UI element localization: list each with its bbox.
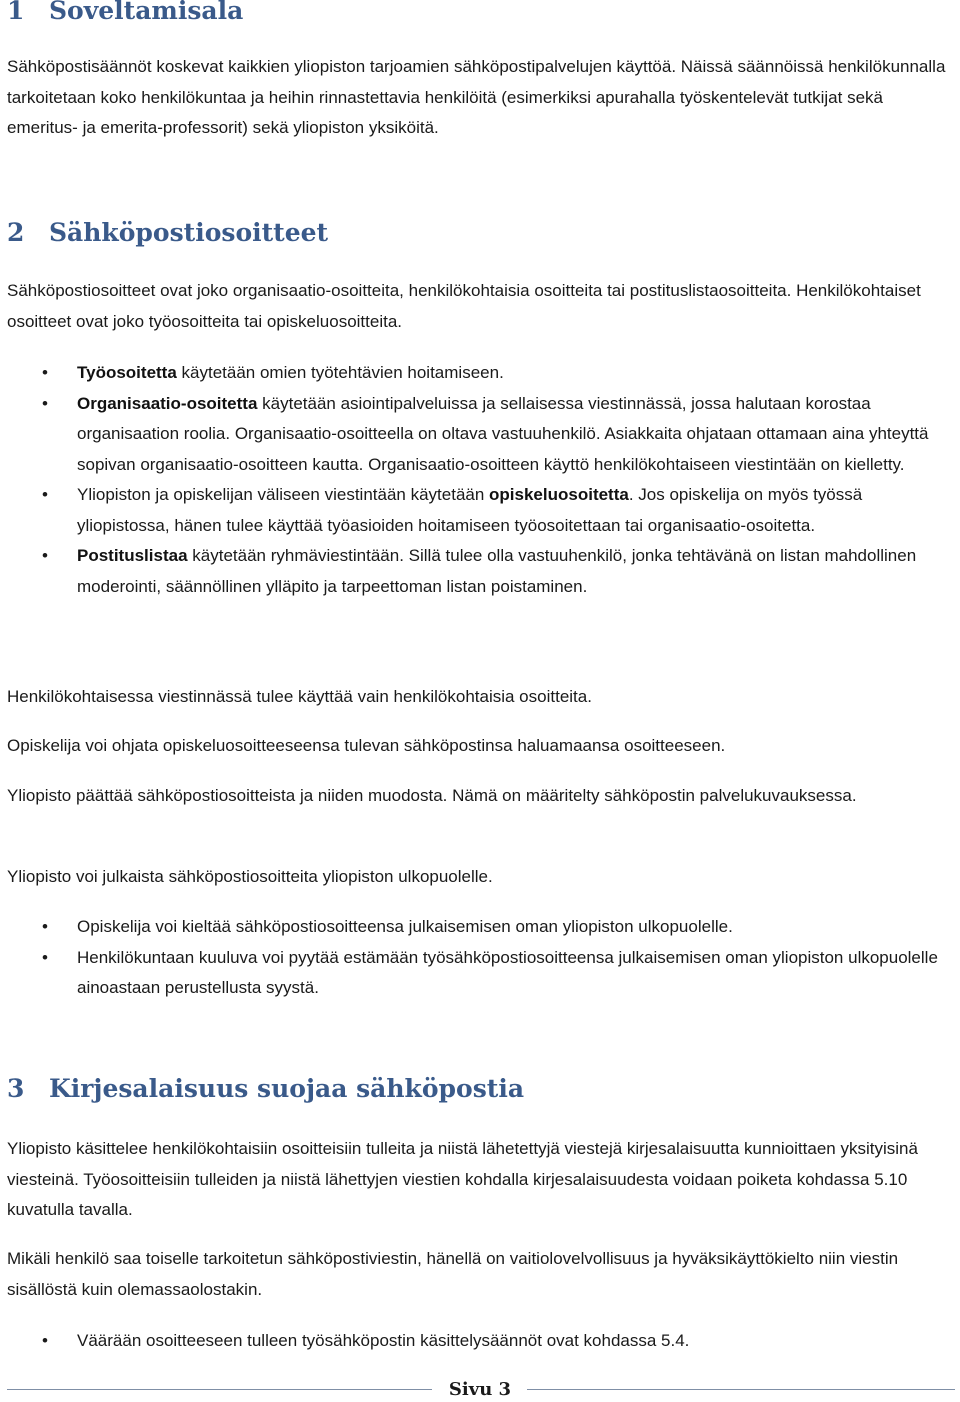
section-2-paragraph-intro: Sähköpostiosoitteet ovat joko organisaatio-osoitteita, henkilökohtaisia osoitteita tai postituslistaosoitteita. Henkilökohtaiset osoitteet ovat joko työosoitteita tai opiskeluosoitteita.	[7, 281, 921, 331]
section-3-list	[7, 1326, 955, 1357]
list-item-text: . Jos opiskelija on myös työssä yliopistossa, hänen tulee käyttää työasioiden hoitamiseen työosoitettaan tai organisaatio-osoitetta.	[77, 485, 863, 535]
footer-divider-left	[7, 1389, 432, 1390]
section-1-title: Soveltamisala	[49, 0, 244, 25]
bullet-icon: •	[42, 363, 48, 382]
list-item-text: käytetään asiointipalveluissa ja sellaisessa viestinnässä, jossa halutaan korostaa organisaation roolia. Organisaatio-osoitteella on oltava vastuuhenkilö. Asiakkaita ohjataan ottamaan aina yhteyttä sopivan organisaatio-osoitteen kautta. Organisaatio-osoitteen käyttö henkilökohtaiseen viestintään on kielletty.	[77, 393, 929, 474]
publication-list	[7, 912, 955, 1004]
section-2-paragraph-2: Henkilökohtaisessa viestinnässä tulee käyttää vain henkilökohtaisia osoitteita.	[7, 687, 592, 706]
page-number: Sivu 3	[448, 1379, 512, 1400]
term-postituslista: Postituslistaa	[77, 546, 188, 565]
section-2-title: Sähköpostiosoitteet	[49, 218, 329, 247]
section-2-paragraph-5: Yliopisto voi julkaista sähköpostiosoitteita yliopiston ulkopuolelle.	[7, 867, 493, 886]
bullet-icon: •	[42, 393, 48, 413]
list-item	[7, 389, 955, 481]
section-1-paragraph: Sähköpostisäännöt koskevat kaikkien yliopiston tarjoamien sähköpostipalvelujen käyttöä. Näissä säännöissä henkilökunnalla tarkoitetaan koko henkilökuntaa ja heihin rinnastettavia henkilöitä (esimerkiksi apurahalla työskentelevät tutkijat sekä emeritus- ja emerita-professorit) sekä yliopiston yksiköitä.	[7, 57, 946, 137]
list-item-text: Väärään osoitteeseen tulleen työsähköpostin käsittelysäännöt ovat kohdassa 5.4.	[77, 1331, 690, 1350]
list-item	[7, 541, 955, 602]
list-item-text: Yliopiston ja opiskelijan väliseen viestintään käytetään	[77, 485, 490, 504]
bullet-icon: •	[42, 1331, 48, 1350]
section-3-paragraph-1: Yliopisto käsittelee henkilökohtaisiin osoitteisiin tulleita ja niistä lähetettyjä viestejä kirjesalaisuutta kunnioittaen yksityisinä viesteinä. Työosoitteisiin tulleiden ja niistä lähettyjen viestien kohdalla kirjesalaisuudesta voidaan poiketa kohdassa 5.10 kuvatulla tavalla.	[7, 1139, 918, 1219]
bullet-icon: •	[42, 917, 48, 936]
section-3-number: 3	[7, 1074, 25, 1103]
list-item-text: käytetään ryhmäviestintään. Sillä tulee olla vastuuhenkilö, jonka tehtävänä on listan mahdollinen moderointi, säännöllinen ylläpito ja tarpeettoman listan poistaminen.	[77, 546, 917, 596]
list-item	[7, 943, 955, 1004]
section-3-heading	[7, 1074, 524, 1103]
term-tyoosoite: Työosoitetta	[77, 363, 177, 382]
bullet-icon: •	[42, 546, 48, 565]
section-3-paragraph-2: Mikäli henkilö saa toiselle tarkoitetun sähköpostiviestin, hänellä on vaitiolovelvollisuus ja hyväksikäyttökielto niin viestin sisällöstä kuin olemassaolostakin.	[7, 1249, 899, 1299]
list-item	[7, 1326, 955, 1357]
section-2-heading	[7, 218, 328, 247]
section-1-heading	[7, 0, 243, 25]
section-1-number: 1	[7, 0, 25, 25]
term-organisaatio-osoite: Organisaatio-osoitetta	[77, 393, 258, 413]
section-2-paragraph-4: Yliopisto päättää sähköpostiosoitteista ja niiden muodosta. Nämä on määritelty sähköpostin palvelukuvauksessa.	[7, 786, 857, 805]
list-item-text: Opiskelija voi kieltää sähköpostiosoitteensa julkaisemisen oman yliopiston ulkopuolelle.	[77, 917, 733, 936]
address-types-list	[7, 358, 955, 602]
term-opiskeluosoite: opiskeluosoitetta	[489, 485, 629, 504]
list-item-text: käytetään omien työtehtävien hoitamiseen.	[176, 363, 504, 382]
list-item	[7, 358, 955, 389]
page-footer	[7, 1378, 955, 1402]
list-item-text: Henkilökuntaan kuuluva voi pyytää estämään työsähköpostiosoitteensa julkaisemisen oman yliopiston ulkopuolelle ainoastaan perustellusta syystä.	[77, 947, 938, 997]
section-3-title: Kirjesalaisuus suojaa sähköpostia	[49, 1074, 525, 1103]
section-2-number: 2	[7, 218, 25, 247]
bullet-icon: •	[42, 947, 48, 967]
list-item	[7, 480, 955, 541]
list-item	[7, 912, 955, 943]
section-2-paragraph-3: Opiskelija voi ohjata opiskeluosoitteeseensa tulevan sähköpostinsa haluamaansa osoitteeseen.	[7, 736, 726, 755]
footer-divider-right	[527, 1389, 955, 1390]
bullet-icon: •	[42, 485, 48, 504]
